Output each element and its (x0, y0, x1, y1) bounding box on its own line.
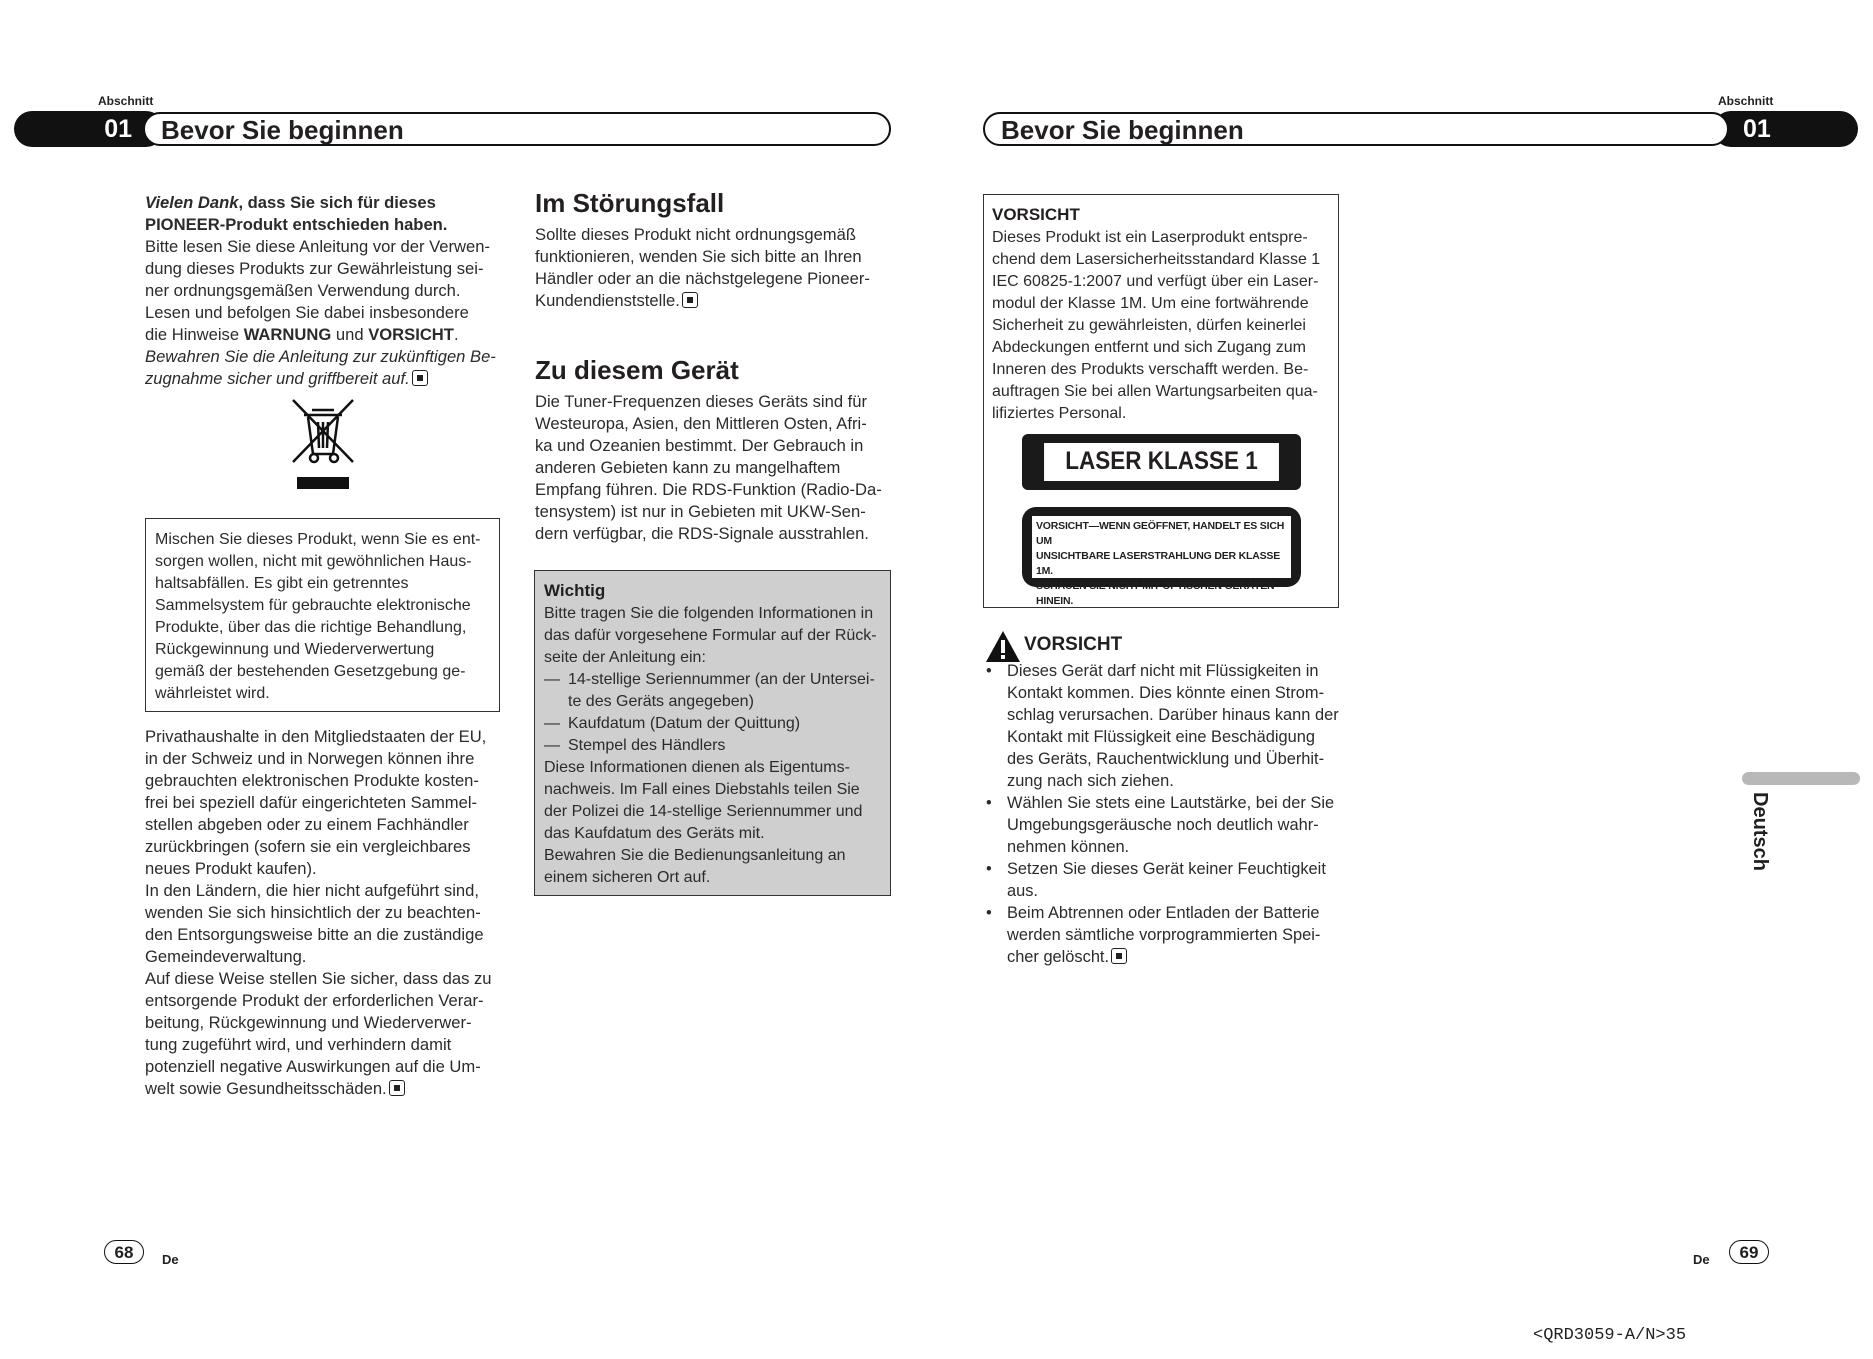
section-number-badge (14, 111, 164, 147)
page-number-right: 69 (1729, 1240, 1769, 1264)
section-label-right: Abschnitt (1718, 94, 1774, 108)
households-text: beitung, Rückgewinnung und Wiederverwer- (145, 1013, 472, 1032)
trouble-section (535, 188, 900, 312)
document-code: <QRD3059-A/N>35 (1533, 1326, 1687, 1345)
section-number-badge-right (1713, 111, 1858, 147)
trouble-heading: Im Störungsfall (535, 188, 725, 218)
households-text: in der Schweiz und in Norwegen können ihre (145, 749, 475, 768)
households-text: Privathaushalte in den Mitgliedstaaten der EU, (145, 727, 487, 746)
important-text: Diese Informationen dienen als Eigentums- (544, 759, 850, 776)
laser-caution-title: VORSICHT (992, 205, 1080, 224)
disposal-text: Rückgewinnung und Wiederverwertung (155, 641, 435, 658)
device-section (535, 355, 900, 545)
important-list-item: — Stempel des Händlers (544, 735, 881, 757)
laser-class-label (1022, 434, 1301, 490)
important-text: Bitte tragen Sie die folgenden Informationen in (544, 605, 874, 622)
weee-bin-icon (290, 398, 356, 490)
trouble-text: Kundendienststelle. (535, 290, 900, 312)
intro-text: die Hinweise WARNUNG und VORSICHT. (145, 325, 459, 344)
side-language-label: Deutsch (1749, 792, 1771, 871)
intro-section (145, 192, 505, 390)
page-title-right: Bevor Sie beginnen (983, 112, 1729, 146)
end-mark-icon (1111, 948, 1127, 964)
device-text: ka und Ozeanien bestimmt. Der Gebrauch in (535, 436, 864, 455)
households-text: stellen abgeben oder zu einem Fachhändler (145, 815, 469, 834)
end-mark-icon (412, 370, 428, 386)
disposal-text: sorgen wollen, nicht mit gewöhnlichen Haus- (155, 553, 472, 570)
laser-class-text: LASER KLASSE 1 (1044, 443, 1279, 481)
caution-item: • Wählen Sie stets eine Lautstärke, bei der Sie Umgebungsgeräusche noch deutlich wahr- nehmen können. (983, 792, 1343, 858)
important-text: das dafür vorgesehene Formular auf der Rück- (544, 627, 877, 644)
keep-manual-text: Bewahren Sie die Anleitung zur zukünftigen Be- (145, 347, 496, 366)
device-text: Die Tuner-Frequenzen dieses Geräts sind für (535, 392, 868, 411)
section-number-right: 01 (1743, 115, 1771, 143)
disposal-box (145, 518, 500, 712)
disposal-text: Mischen Sie dieses Produkt, wenn Sie es ent- (155, 531, 481, 548)
intro-text: Lesen und befolgen Sie dabei insbesondere (145, 303, 469, 322)
caution-item: • Beim Abtrennen oder Entladen der Batterie werden sämtliche vorprogrammierten Spei- cher gelöscht. (983, 902, 1343, 968)
laser-warning-text: SCHAUEN SIE NICHT MIT OPTISCHEN GERÄTEN HINEIN. (1036, 580, 1275, 607)
important-list-item: te des Geräts angegeben) (568, 693, 754, 710)
important-text: seite der Anleitung ein: (544, 649, 706, 666)
keep-manual-text: zugnahme sicher und griffbereit auf. (145, 368, 505, 390)
important-list-item: — Kaufdatum (Datum der Quittung) (544, 713, 881, 735)
laser-caution-text: Sicherheit zu gewährleisten, dürfen keinerlei (992, 317, 1306, 334)
households-text: den Entsorgungsweise bitte an die zuständige (145, 925, 484, 944)
households-text: In den Ländern, die hier nicht aufgeführt sind, (145, 881, 479, 900)
language-tab (1742, 772, 1860, 785)
laser-caution-text: IEC 60825-1:2007 und verfügt über ein Laser- (992, 273, 1319, 290)
intro-text: ner ordnungsgemäßen Verwendung durch. (145, 281, 461, 300)
device-heading: Zu diesem Gerät (535, 355, 739, 385)
laser-caution-text: modul der Klasse 1M. Um eine fortwährende (992, 295, 1309, 312)
section-label: Abschnitt (98, 94, 154, 108)
households-text: neues Produkt kaufen). (145, 859, 317, 878)
disposal-text: Sammelsystem für gebrauchte elektronische (155, 597, 471, 614)
device-text: dern verfügbar, die RDS-Signale ausstrahlen. (535, 524, 869, 543)
section-number: 01 (104, 115, 132, 143)
caution-item: • Dieses Gerät darf nicht mit Flüssigkeiten in Kontakt kommen. Dies könnte einen Strom- schlag verursachen. Darüber hinaus kann der Kontakt mit Flüssigkeit eine Beschädigung des Geräts, Rauchentwicklung und Überhit- zung nach sich ziehen. (983, 660, 1343, 792)
trouble-text: funktionieren, wenden Sie sich bitte an Ihren (535, 247, 862, 266)
households-text: zurückbringen (sofern sie ein vergleichbares (145, 837, 471, 856)
laser-caution-text: chend dem Lasersicherheitsstandard Klasse 1 (992, 251, 1321, 268)
important-title: Wichtig (544, 581, 606, 600)
device-text: Empfang führen. Die RDS-Funktion (Radio-Da- (535, 480, 882, 499)
laser-warning-label (1022, 507, 1301, 607)
important-text: nachweis. Im Fall eines Diebstahls teilen Sie (544, 781, 860, 798)
thanks-line: Vielen Dank, dass Sie sich für dieses (145, 193, 436, 212)
important-text: das Kaufdatum des Geräts mit. (544, 825, 765, 842)
important-box (534, 570, 891, 896)
disposal-text: gemäß der bestehenden Gesetzgebung ge- (155, 663, 466, 680)
important-text: Bewahren Sie die Bedienungsanleitung an (544, 847, 846, 864)
device-text: anderen Gebieten kann zu mangelhaftem (535, 458, 841, 477)
end-mark-icon (389, 1080, 405, 1096)
households-text: wenden Sie sich hinsichtlich der zu beachten- (145, 903, 481, 922)
intro-text: Bitte lesen Sie diese Anleitung vor der Verwen- (145, 237, 490, 256)
laser-caution-text: Dieses Produkt ist ein Laserprodukt entspre- (992, 229, 1308, 246)
page-title: Bevor Sie beginnen (143, 112, 891, 146)
households-section (145, 726, 510, 1100)
warning-triangle-icon (985, 630, 1021, 663)
laser-caution-text: auftragen Sie bei allen Wartungsarbeiten qua- (992, 383, 1318, 400)
households-text: entsorgende Produkt der erforderlichen Verar- (145, 991, 484, 1010)
important-list-item: — 14-stellige Seriennummer (an der Untersei- (544, 669, 881, 691)
trouble-text: Händler oder an die nächstgelegene Pioneer- (535, 269, 870, 288)
disposal-text: währleistet wird. (155, 685, 270, 702)
disposal-text: haltsabfällen. Es gibt ein getrenntes (155, 575, 409, 592)
intro-text: dung dieses Produkts zur Gewährleistung sei- (145, 259, 484, 278)
thanks-line-2: PIONEER-Produkt entschieden haben. (145, 215, 448, 234)
device-text: tensystem) ist nur in Gebieten mit UKW-Sen- (535, 502, 866, 521)
page-number-left: 68 (104, 1240, 144, 1264)
households-text: gebrauchten elektronischen Produkte kosten- (145, 771, 479, 790)
important-text: der Polizei die 14-stellige Seriennummer und (544, 803, 863, 820)
laser-warning-text: VORSICHT—WENN GEÖFFNET, HANDELT ES SICH UM (1036, 520, 1285, 547)
caution-item: • Setzen Sie dieses Gerät keiner Feuchtigkeit aus. (983, 858, 1343, 902)
trouble-text: Sollte dieses Produkt nicht ordnungsgemäß (535, 225, 856, 244)
laser-caution-text: Abdeckungen entfernt und sich Zugang zum (992, 339, 1306, 356)
caution-list (983, 660, 1343, 968)
households-text: Gemeindeverwaltung. (145, 947, 307, 966)
footer-lang-right: De (1693, 1252, 1710, 1267)
caution-title: VORSICHT (1024, 634, 1123, 655)
laser-caution-text: lifiziertes Personal. (992, 405, 1127, 422)
footer-lang-left: De (162, 1252, 179, 1267)
laser-warning-text: UNSICHTBARE LASERSTRAHLUNG DER KLASSE 1M. (1036, 550, 1281, 577)
households-text: tung zugeführt wird, und verhindern damit (145, 1035, 452, 1054)
households-text: Auf diese Weise stellen Sie sicher, dass das zu (145, 969, 492, 988)
laser-caution-text: Inneren des Produkts verschafft werden. Be- (992, 361, 1309, 378)
device-text: Westeuropa, Asien, den Mittleren Osten, Afri- (535, 414, 867, 433)
important-text: einem sicheren Ort auf. (544, 869, 711, 886)
households-text: potenziell negative Auswirkungen auf die Um- (145, 1057, 481, 1076)
households-text: frei bei speziell dafür eingerichteten Sammel- (145, 793, 478, 812)
end-mark-icon (682, 292, 698, 308)
disposal-text: Produkte, über das die richtige Behandlung, (155, 619, 467, 636)
households-text: welt sowie Gesundheitsschäden. (145, 1078, 510, 1100)
